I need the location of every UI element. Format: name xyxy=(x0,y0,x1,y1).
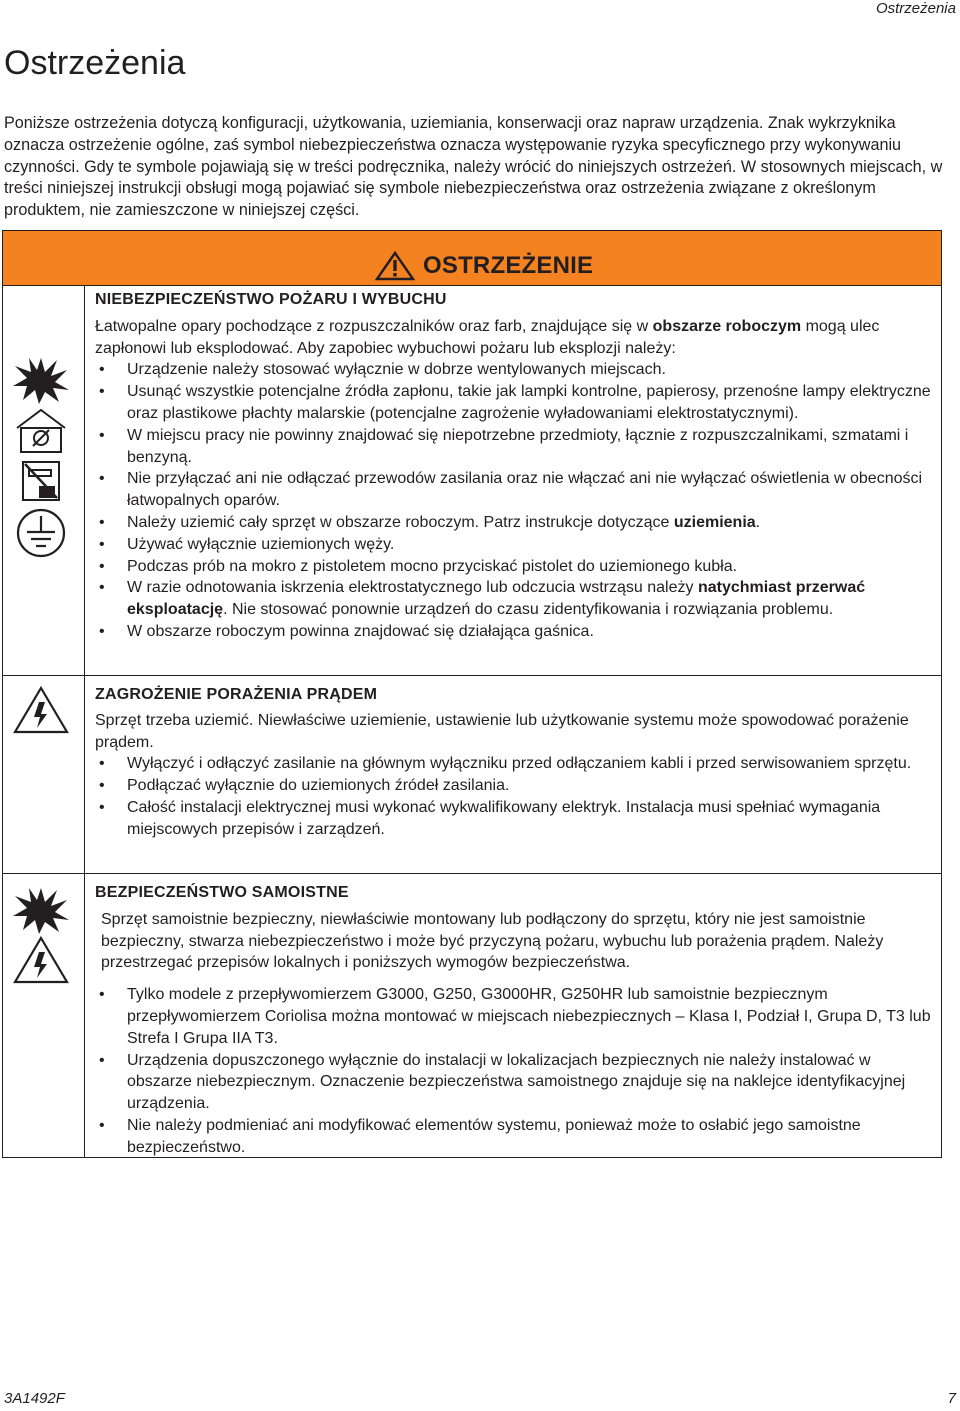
electric-shock-icon xyxy=(13,936,69,984)
explosion-icon xyxy=(13,886,69,934)
list-item: • Nie należy podmieniać ani modyfikować elementów systemu, ponieważ może to osłabić jego samoistne bezpieczeństwo. xyxy=(95,1115,931,1159)
list-item: • Usunąć wszystkie potencjalne źródła zapłonu, takie jak lampki kontrolne, papierosy, przenośne lampy elektryczne oraz plastikowe płachty malarskie (potencjalne zagrożenie wyładowaniami elektrostatycznymi). xyxy=(95,381,931,425)
list-item xyxy=(95,577,931,621)
ground-item-text: Należy uziemić cały sprzęt w obszarze roboczym. Patrz instrukcje dotyczące xyxy=(127,513,674,531)
warning-table xyxy=(2,230,942,1158)
page-number: 7 xyxy=(947,1390,956,1407)
list-item: • Używać wyłącznie uziemionych węży. xyxy=(95,534,931,556)
electric-section-title: ZAGROŻENIE PORAŻENIA PRĄDEM xyxy=(95,686,378,703)
list-item: • Tylko modele z przepływomierzem G3000, G250, G3000HR, G250HR lub samoistnie bezpiecznym przepływomierzem Coriolisa można montować w miejscach niebezpiecznych – Klasa I, Podział I, Grupa D, T3 lub Strefa I Grupa IIA T3. xyxy=(95,984,931,1049)
spark-item-text: W razie odnotowania iskrzenia elektrostatycznego lub odczucia wstrząsu należy xyxy=(127,579,698,597)
ground-item-bold: uziemienia xyxy=(673,513,756,531)
ground-icon xyxy=(13,508,69,558)
exclamation-triangle-icon xyxy=(375,251,415,281)
no-ignition-sources-icon xyxy=(13,408,69,454)
intro-paragraph: Poniższe ostrzeżenia dotyczą konfiguracji, użytkowania, uziemiania, konserwacji oraz napraw urządzenia. Znak wykrzyknika oznacza ostrzeżenie ogólne, zaś symbol niebezpieczeństwa oznacza występowanie ryzyka specyficznego przy wykonywaniu czynności. Gdy te symbole pojawiają się w treści podręcznika, należy wrócić do niniejszych ostrzeżeń. W stosownych miejscach, w treści niniejszej instrukcji obsługi mogą pojawiać się symbole niebezpieczeństwa oraz ostrzeżenia związane z określonym produktem, nie zamieszczone w niniejszej części. xyxy=(4,114,943,220)
fire-intro-bold: obszarze roboczym xyxy=(652,317,802,335)
electric-section-list xyxy=(95,753,931,840)
running-header: Ostrzeżenia xyxy=(875,0,956,17)
page-title: Ostrzeżenia xyxy=(4,44,186,82)
ground-item-end: . xyxy=(755,513,761,531)
electric-section-icons xyxy=(3,676,85,873)
list-item: • Urządzenia dopuszczonego wyłącznie do instalacji w lokalizacjach bezpiecznych nie należy instalować w obszarze niebezpiecznym. Oznaczenie bezpieczeństwa samoistnego znajduje się na naklejce identyfikacyjnej urządzenia. xyxy=(95,1050,931,1115)
fire-section-row xyxy=(3,286,941,676)
list-item: • W obszarze roboczym powinna znajdować się działająca gaśnica. xyxy=(95,621,931,643)
intrinsic-section-list xyxy=(95,984,931,1158)
list-item: • Nie przyłączać ani nie odłączać przewodów zasilania oraz nie włączać ani nie wyłączać oświetlenia w obecności łatwopalnych oparów. xyxy=(95,468,931,512)
warning-header xyxy=(3,231,941,286)
fire-intro-text: Łatwopalne opary pochodzące z rozpuszczalników oraz farb, znajdujące się w xyxy=(95,317,653,335)
list-item: • Urządzenie należy stosować wyłącznie w dobrze wentylowanych miejscach. xyxy=(95,359,931,381)
document-number: 3A1492F xyxy=(4,1390,65,1407)
electric-section-text xyxy=(85,676,941,873)
warning-header-label: OSTRZEŻENIE xyxy=(423,252,594,279)
fire-section-list xyxy=(95,359,931,642)
no-smoking-icon xyxy=(13,458,69,502)
electric-shock-icon xyxy=(13,686,69,734)
intrinsic-section-intro: Sprzęt samoistnie bezpieczny, niewłaściwie montowany lub podłączony do sprzętu, który nie jest samoistnie bezpieczny, stwarza niebezpieczeństwo i może być przyczyną pożaru, wybuchu lub porażenia prądem. Należy przestrzegać przepisów lokalnych i poniższych wymogów bezpieczeństwa. xyxy=(101,910,884,972)
fire-section-icons xyxy=(3,286,85,675)
list-item xyxy=(95,512,931,534)
fire-section-intro xyxy=(95,316,931,360)
list-item: • Wyłączyć i odłączyć zasilanie na głównym wyłączniku przed odłączaniem kabli i przed serwisowaniem sprzętu. xyxy=(95,753,931,775)
electric-section-intro: Sprzęt trzeba uziemić. Niewłaściwe uziemienie, ustawienie lub użytkowanie systemu może spowodować porażenie prądem. xyxy=(95,711,909,751)
list-item: • W miejscu pracy nie powinny znajdować się niepotrzebne przedmioty, łącznie z rozpuszczalnikami, szmatami i benzyną. xyxy=(95,425,931,469)
spark-item-bold: natychmiast przerwać eksploatację xyxy=(127,579,866,619)
intrinsic-section-row xyxy=(3,874,941,1157)
fire-intro-text-end: mogą ulec zapłonowi lub eksplodować. Aby zapobiec wybuchowi pożaru lub eksplozji należy: xyxy=(95,317,880,357)
fire-section-text xyxy=(85,286,941,675)
intrinsic-section-icons xyxy=(3,874,85,1157)
spark-item-end: . Nie stosować ponownie urządzeń do czasu zidentyfikowania i rozwiązania problemu. xyxy=(223,601,834,619)
warning-header-content xyxy=(375,251,593,281)
explosion-icon xyxy=(13,356,69,404)
list-item: • Podłączać wyłącznie do uziemionych źródeł zasilania. xyxy=(95,775,931,797)
intrinsic-section-text xyxy=(85,874,941,1157)
electric-section-row xyxy=(3,676,941,874)
fire-section-title: NIEBEZPIECZEŃSTWO POŻARU I WYBUCHU xyxy=(95,291,447,308)
list-item: • Całość instalacji elektrycznej musi wykonać wykwalifikowany elektryk. Instalacja musi spełniać wymagania miejscowych przepisów i zarządzeń. xyxy=(95,797,931,841)
intrinsic-section-title: BEZPIECZEŃSTWO SAMOISTNE xyxy=(95,884,349,901)
list-item: • Podczas prób na mokro z pistoletem mocno przyciskać pistolet do uziemionego kubła. xyxy=(95,556,931,578)
